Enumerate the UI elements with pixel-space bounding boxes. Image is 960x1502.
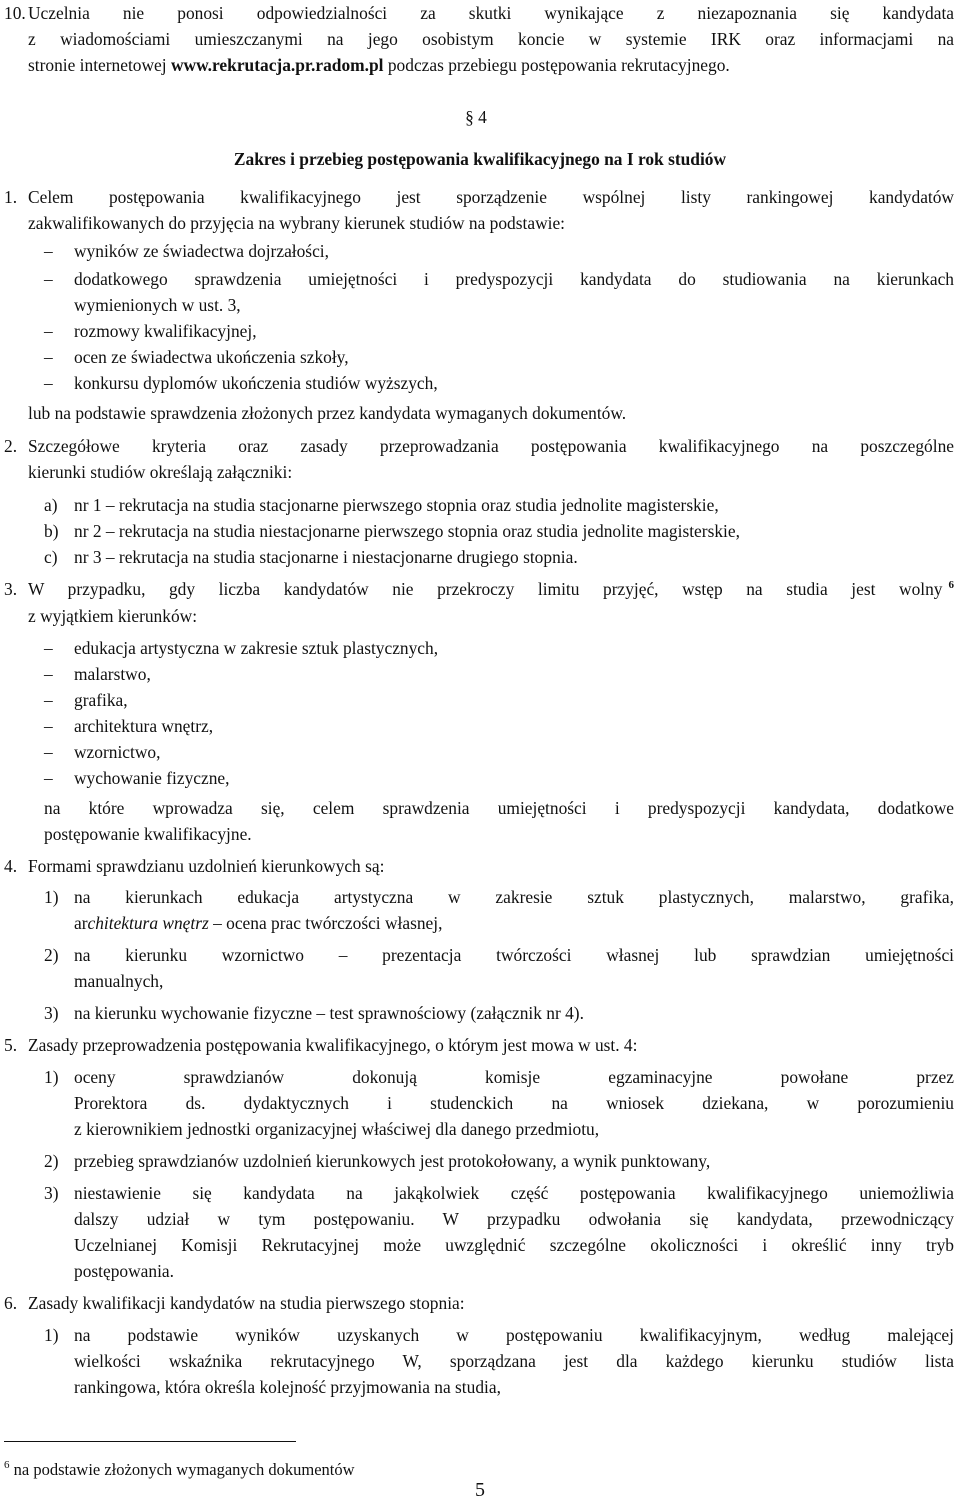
list-item: malarstwo,	[74, 664, 151, 684]
paragraph-line: na które wprowadza się, celem sprawdzenia umiejętności i predyspozycji kandydata, dodatkowe	[44, 798, 954, 818]
list-marker: 2)	[44, 1151, 59, 1171]
paragraph-line: zakwalifikowanych do przyjęcia na wybrany kierunek studiów na podstawie:	[28, 213, 566, 233]
list-marker: 3)	[44, 1183, 59, 1203]
list-item-continuation: wymienionych w ust. 3,	[74, 295, 241, 315]
paragraph-line: Formami sprawdzianu uzdolnień kierunkowych są:	[28, 856, 385, 876]
list-item-continuation: postępowania.	[74, 1261, 174, 1281]
footnote-ref: 6	[948, 579, 954, 591]
point-number: 2.	[4, 436, 18, 456]
point-number: 5.	[4, 1035, 18, 1055]
list-item: nr 1 – rekrutacja na studia stacjonarne pierwszego stopnia oraz studia jednolite magisterskie,	[74, 495, 719, 515]
list-item: wychowanie fizyczne,	[74, 768, 230, 788]
list-item-continuation: Prorektora ds. dydaktycznych i studenckich na wniosek dziekana, w porozumieniu	[74, 1093, 954, 1113]
section-mark: § 4	[465, 107, 487, 127]
list-dash: –	[44, 690, 53, 710]
point-number: 1.	[4, 187, 18, 207]
footnote-number: 6	[4, 1459, 10, 1471]
list-item: konkursu dyplomów ukończenia studiów wyższych,	[74, 373, 438, 393]
list-item: wzornictwo,	[74, 742, 161, 762]
list-marker: 1)	[44, 1067, 59, 1087]
list-marker: 2)	[44, 945, 59, 965]
paragraph-line: postępowanie kwalifikacyjne.	[44, 824, 252, 844]
list-item: ocen ze świadectwa ukończenia szkoły,	[74, 347, 349, 367]
list-item: przebieg sprawdzianów uzdolnień kierunkowych jest protokołowany, a wynik punktowany,	[74, 1151, 711, 1171]
paragraph-line: Szczegółowe kryteria oraz zasady przeprowadzania postępowania kwalifikacyjnego na poszczególne	[28, 436, 954, 456]
list-dash: –	[44, 321, 53, 341]
list-item-continuation: Uczelnianej Komisji Rekrutacyjnej może uwzględnić szczególne okoliczności i określić inny tryb	[74, 1235, 954, 1255]
list-item: wyników ze świadectwa dojrzałości,	[74, 241, 329, 261]
list-marker: b)	[44, 521, 59, 541]
list-item: nr 2 – rekrutacja na studia niestacjonarne pierwszego stopnia oraz studia jednolite magisterskie,	[74, 521, 740, 541]
website-link[interactable]: www.rekrutacja.pr.radom.pl	[170, 55, 384, 75]
list-item: dodatkowego sprawdzenia umiejętności i predyspozycji kandydata do studiowania na kierunkach	[74, 269, 954, 289]
list-dash: –	[44, 768, 53, 788]
list-item: na podstawie wyników uzyskanych w postępowaniu kwalifikacyjnym, według malejącej	[74, 1325, 954, 1345]
list-item: rozmowy kwalifikacyjnej,	[74, 321, 257, 341]
footnote-separator	[4, 1441, 296, 1442]
list-item: oceny sprawdzianów dokonują komisje egzaminacyjne powołane przez	[74, 1067, 954, 1087]
paragraph-line: Celem postępowania kwalifikacyjnego jest sporządzenie wspólnej listy rankingowej kandydatów	[28, 187, 954, 207]
list-dash: –	[44, 373, 53, 393]
list-item: architektura wnętrz,	[74, 716, 214, 736]
point-number: 10.	[4, 3, 26, 23]
paragraph-line: W przypadku, gdy liczba kandydatów nie przekroczy limitu przyjęć, wstęp na studia jest wolny 6	[28, 576, 954, 602]
list-dash: –	[44, 742, 53, 762]
footnote-text: na podstawie złożonych wymaganych dokumentów	[13, 1460, 355, 1479]
list-dash: –	[44, 716, 53, 736]
list-marker: a)	[44, 495, 58, 515]
paragraph-line: Zasady przeprowadzenia postępowania kwalifikacyjnego, o którym jest mowa w ust. 4:	[28, 1035, 638, 1055]
paragraph-line: Zasady kwalifikacji kandydatów na studia pierwszego stopnia:	[28, 1293, 465, 1313]
list-item: na kierunkach edukacja artystyczna w zakresie sztuk plastycznych, malarstwo, grafika,	[74, 887, 954, 907]
list-item: na kierunku wzornictwo – prezentacja twórczości własnej lub sprawdzian umiejętności	[74, 945, 954, 965]
section-title: Zakres i przebieg postępowania kwalifikacyjnego na I rok studiów	[233, 149, 727, 169]
list-dash: –	[44, 664, 53, 684]
paragraph-line: z wiadomościami umieszczanymi na jego osobistym koncie w systemie IRK oraz informacjami na	[28, 29, 954, 49]
list-marker: 3)	[44, 1003, 59, 1023]
point-number: 6.	[4, 1293, 18, 1313]
list-item-continuation: wielkości wskaźnika rekrutacyjnego W, sporządzana jest dla każdego kierunku studiów lista	[74, 1351, 954, 1371]
list-item: grafika,	[74, 690, 128, 710]
list-dash: –	[44, 638, 53, 658]
footnote	[4, 1457, 355, 1485]
list-item: niestawienie się kandydata na jakąkolwiek część postępowania kwalifikacyjnego uniemożliwia	[74, 1183, 954, 1203]
list-marker: 1)	[44, 1325, 59, 1345]
list-dash: –	[44, 347, 53, 367]
list-item-continuation: architektura wnętrz – ocena prac twórczości własnej,	[74, 913, 443, 933]
paragraph-line: stronie internetowej www.rekrutacja.pr.radom.pl podczas przebiegu postępowania rekrutacyjnego.	[28, 55, 730, 75]
paragraph-line: Uczelnia nie ponosi odpowiedzialności za skutki wynikające z niezapoznania się kandydata	[28, 3, 954, 23]
list-dash: –	[44, 269, 53, 289]
point-number: 3.	[4, 579, 18, 599]
list-item: na kierunku wychowanie fizyczne – test sprawnościowy (załącznik nr 4).	[74, 1003, 584, 1023]
list-item-continuation: dalszy udział w tym postępowaniu. W przypadku odwołania się kandydata, przewodniczący	[74, 1209, 954, 1229]
paragraph-line: lub na podstawie sprawdzenia złożonych przez kandydata wymaganych dokumentów.	[28, 403, 627, 423]
list-item-continuation: rankingowa, która określa kolejność przyjmowania na studia,	[74, 1377, 501, 1397]
list-marker: 1)	[44, 887, 59, 907]
point-number: 4.	[4, 856, 18, 876]
page-number: 5	[475, 1479, 485, 1501]
paragraph-line: kierunki studiów określają załączniki:	[28, 462, 293, 482]
list-item: edukacja artystyczna w zakresie sztuk plastycznych,	[74, 638, 439, 658]
list-marker: c)	[44, 547, 58, 567]
paragraph-line: z wyjątkiem kierunków:	[28, 606, 198, 626]
list-dash: –	[44, 241, 53, 261]
list-item-continuation: manualnych,	[74, 971, 164, 991]
list-item-continuation: z kierownikiem jednostki organizacyjnej właściwej dla danego przedmiotu,	[74, 1119, 600, 1139]
list-item: nr 3 – rekrutacja na studia stacjonarne i niestacjonarne drugiego stopnia.	[74, 547, 578, 567]
